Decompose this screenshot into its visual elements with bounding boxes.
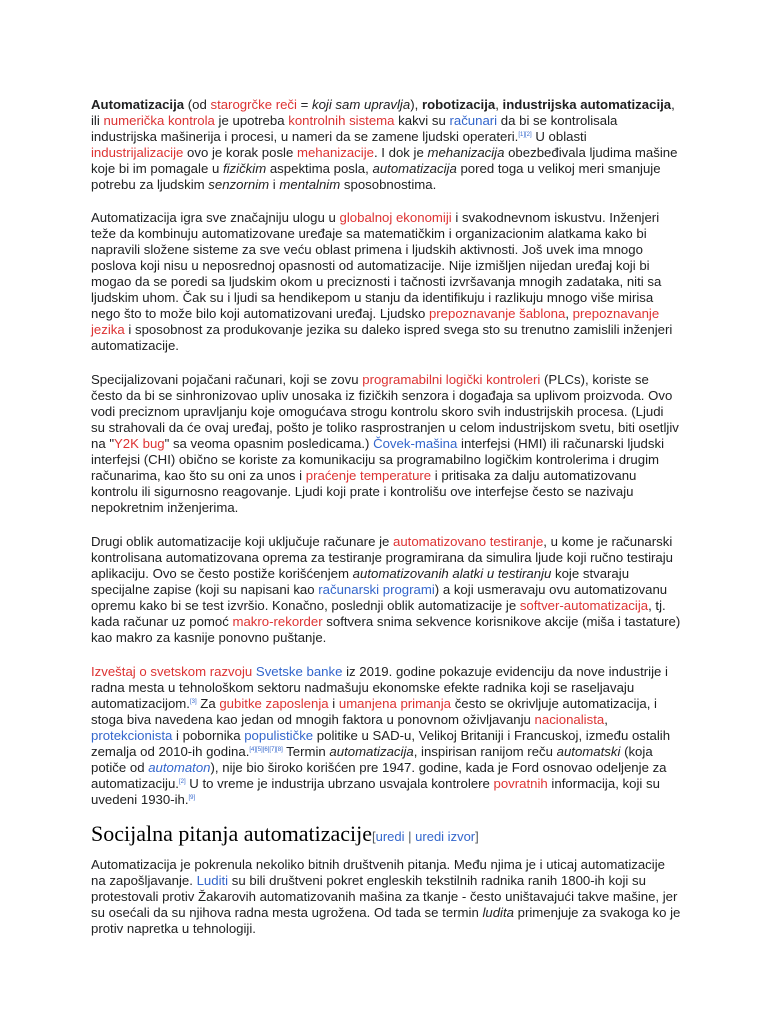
paragraph-intro xyxy=(91,97,681,193)
link-izvestaj-o-razvoju[interactable]: Izveštaj o svetskom razvoju xyxy=(91,664,253,679)
link-starogrcke-reci[interactable]: starogrčke reči xyxy=(210,97,297,112)
text: i pritisaka za dalju automatizovanu kontrolu ili sigurnosno reagovanje. Ljudi koji prate i kontrolišu ove interfejse često se nazivaju nepokretnim inženjerima. xyxy=(91,468,637,515)
paragraph-social xyxy=(91,857,681,937)
text: Automatizacija je pokrenula nekoliko bitnih društvenih pitanja. Među njima je i uticaj automatizacije na zapošljavanje. xyxy=(91,857,665,888)
term-industrijska: industrijska automatizacija xyxy=(502,97,672,112)
link-svetske-banke[interactable]: Svetske banke xyxy=(255,664,343,679)
text: često se okrivljuje automatizacija, i stoga biva navedena kao jedan od mnogih faktora u ponovnom oživljavanju xyxy=(91,696,657,727)
text: pored toga u velikoj meri smanjuje potrebu za ljudskim xyxy=(91,161,661,192)
text: kakvi su xyxy=(394,113,450,128)
paragraph-world-bank xyxy=(91,664,681,808)
text: (PLCs), koriste se često da bi se sinhronizovao upliv unosaka iz fizičkih senzora i događaja sa uplivom proizvoda. Ovo vodi preciznom upravljanju koje omogućava strogu kontrolu skoro svih industrijskih procesa. (Ljudi su strahovali da će ovaj uređaj, pošto je toliko rasprostranjen u celom industrijskom svetu, biti osetljiv na " xyxy=(91,372,679,451)
link-gubitke-zaposlenja[interactable]: gubitke zaposlenja xyxy=(219,696,329,711)
link-y2k-bug[interactable]: Y2K bug xyxy=(114,436,165,451)
text: iz 2019. godine pokazuje evidenciju da nove industrije i radna mesta u tehnološkom sektoru nadmašuju ekonomske efekte radnika koji se raseljavaju automatizacijom. xyxy=(91,664,668,711)
link-numericka-kontrola[interactable]: numerička kontrola xyxy=(103,113,215,128)
text: (koja potiče od xyxy=(91,744,653,775)
text: automatski xyxy=(556,744,621,759)
link-softver-automatizacija[interactable]: softver-automatizacija xyxy=(519,598,649,613)
term-automatizacija: Automatizacija xyxy=(91,97,185,112)
link-covek-masina[interactable]: Čovek-mašina xyxy=(373,436,458,451)
link-kontrolnih-sistema[interactable]: kontrolnih sistema xyxy=(288,113,395,128)
link-racunari[interactable]: računari xyxy=(449,113,498,128)
edit-links xyxy=(372,829,479,844)
term-robotizacija: robotizacija xyxy=(421,97,496,112)
link-povratnih[interactable]: povratnih xyxy=(493,776,548,791)
text: i xyxy=(328,696,339,711)
link-prepoznavanje-jezika[interactable]: prepoznavanje jezika xyxy=(91,306,660,337)
text: Termin xyxy=(282,744,330,759)
text: " sa veoma opasnim posledicama.) xyxy=(164,436,374,451)
text: i svakodnevnom iskustvu. Inženjeri teže da kombinuju automatizovane uređaje sa matematičkim i organizacionim alatkama kako bi napravili složene sisteme za sve veću oblast primena i ljudskih aktivnosti. Još uvek ima mnogo poslova koji nisu u neposrednoj opasnosti od automatizacije. Nije izmišljen nijedan uređaj koji bi mogao da se poredi sa ljudskim okom u preciznosti i tačnosti izvršavanja mnogih zadataka, niti sa ljudskim uhom. Čak su i ljudi sa hendikepom u stanju da identifikuju i razlikuju mnogo više mirisa nego što to može bilo koji automatizovani uređaj. Ljudsko xyxy=(91,210,662,321)
citation[interactable]: [9] xyxy=(188,795,196,801)
link-programabilni-kontroleri[interactable]: programabilni logički kontroleri xyxy=(362,372,541,387)
text: koje stvaraju specijalne zapise (koji su napisani kao xyxy=(91,566,630,597)
text: , u kome je računarski kontrolisana automatizovana oprema za testiranje programirana da simulira ljude koji ručno testiraju aplikaciju. Ovo se često postiže korišćenjem xyxy=(91,534,674,581)
text: , xyxy=(495,97,503,112)
text: ovo je korak posle xyxy=(183,145,297,160)
text: aspektima posla, xyxy=(266,161,373,176)
text: ), nije bio široko korišćen pre 1947. godine, kada je Ford osnovao odeljenje za automatizaciju. xyxy=(91,760,667,791)
separator: | xyxy=(404,829,416,844)
link-prepoznavanje-sablona[interactable]: prepoznavanje šablona xyxy=(428,306,566,321)
text: . I dok je xyxy=(373,145,428,160)
paragraph-plc xyxy=(91,372,681,516)
link-mehanizacije[interactable]: mehanizacije xyxy=(296,145,374,160)
text: interfejsi (HMI) ili računarski ljudski interfejsi (CHI) obično se koriste za komunikaciju sa programabilno logičkim kontrolerima i drugim računarima, kao što su oni za unos i xyxy=(91,436,665,483)
text: informacija, koji su uvedeni 1930-ih. xyxy=(91,776,660,807)
edit-link[interactable]: uredi xyxy=(375,829,405,844)
text: sposobnostima. xyxy=(340,177,437,192)
bracket: [ xyxy=(372,829,376,844)
text: = xyxy=(296,97,312,112)
link-populisticke[interactable]: populističke xyxy=(244,728,314,743)
paragraph-global-economy xyxy=(91,210,681,354)
text: ), xyxy=(410,97,422,112)
text: U oblasti xyxy=(531,129,587,144)
link-automatizovano-testiranje[interactable]: automatizovano testiranje xyxy=(393,534,544,549)
link-makro-rekorder[interactable]: makro-rekorder xyxy=(232,614,323,629)
text: ludita xyxy=(482,905,514,920)
citation[interactable]: [2] xyxy=(178,779,186,785)
text: automatizovanih alatki u testiranju xyxy=(352,566,552,581)
link-luditi[interactable]: Luditi xyxy=(196,873,229,888)
link-nacionalista[interactable]: nacionalista xyxy=(534,712,605,727)
section-title: Socijalna pitanja automatizacije xyxy=(91,821,372,846)
text: Automatizacija igra sve značajniju ulogu u xyxy=(91,210,340,225)
text: su bili društveni pokret engleskih tekstilnih radnika ranih 1800-ih koji su protestovali protiv Žakarovih automatizovanih mašina za tkanje - često uništavajući takve mašine, jer su osećali da su njihova radna mesta ugrožena. Od tada se termin xyxy=(91,873,678,920)
text: primenjuje za svakoga ko je protiv napretka u tehnologiji. xyxy=(91,905,681,936)
text: da bi se kontrolisala industrijska mašinerija i procesi, u nameri da se zamene ljudski operateri. xyxy=(91,113,618,144)
text: je upotreba xyxy=(214,113,289,128)
text: , xyxy=(604,712,608,727)
link-protekcionista[interactable]: protekcionista xyxy=(91,728,173,743)
text: Za xyxy=(196,696,220,711)
text: automatizacija xyxy=(372,161,457,176)
text: fizičkim xyxy=(222,161,267,176)
text: obezbeđivala ljudima mašine koje bi im pomagale u xyxy=(91,145,678,176)
link-umanjena-primanja[interactable]: umanjena primanja xyxy=(338,696,452,711)
text: politike u SAD-u, Velikoj Britaniji i Francuskoj, između ostalih zemalja od 2010-ih godina. xyxy=(91,728,671,759)
paragraph-testing xyxy=(91,534,681,646)
text: U to vreme je industrija ubrzano usvajala kontrolere xyxy=(185,776,494,791)
link-pracenje-temperature[interactable]: praćenje temperature xyxy=(305,468,432,483)
text: i pobornika xyxy=(172,728,245,743)
text: (od xyxy=(184,97,211,112)
text: , xyxy=(565,306,573,321)
link-industrijalizacije[interactable]: industrijalizacije xyxy=(91,145,184,160)
text: ) a koji usmeravaju ovu automatizovanu opremu kako bi se test izvršio. Konačno, poslednji oblik automatizacije je xyxy=(91,582,668,613)
text: i xyxy=(269,177,280,192)
link-automaton[interactable]: automaton xyxy=(148,760,211,775)
text: softvera snima sekvence korisnikove akcije (miša i tastature) kao makro za kasnije ponovno puštanje. xyxy=(91,614,681,645)
link-racunarski-programi[interactable]: računarski programi xyxy=(318,582,435,597)
text: mehanizacija xyxy=(427,145,505,160)
section-heading xyxy=(91,820,681,851)
text: senzornim xyxy=(208,177,270,192)
text: automatizacija xyxy=(329,744,414,759)
citation[interactable]: [3] xyxy=(189,699,197,705)
citation[interactable]: [1][2] xyxy=(518,132,532,138)
text: koji sam upravlja xyxy=(311,97,411,112)
bracket: ] xyxy=(475,829,479,844)
text: Specijalizovani pojačani računari, koji se zovu xyxy=(91,372,363,387)
text: i sposobnost za produkovanje jezika su daleko ispred svega sto su trenutno zamislili inženjeri automatizacije. xyxy=(91,322,673,353)
edit-source-link[interactable]: uredi izvor xyxy=(415,829,476,844)
citation[interactable]: [4][5][6][7][8] xyxy=(249,747,283,753)
text: , ili xyxy=(91,97,675,128)
text: , tj. kada računar uz pomoć xyxy=(91,598,666,629)
text: Drugi oblik automatizacije koji uključuje računare je xyxy=(91,534,393,549)
text: , inspirisan ranijom reču xyxy=(413,744,557,759)
link-globalnoj-ekonomiji[interactable]: globalnoj ekonomiji xyxy=(339,210,452,225)
text: mentalnim xyxy=(279,177,341,192)
article-body xyxy=(91,97,681,955)
